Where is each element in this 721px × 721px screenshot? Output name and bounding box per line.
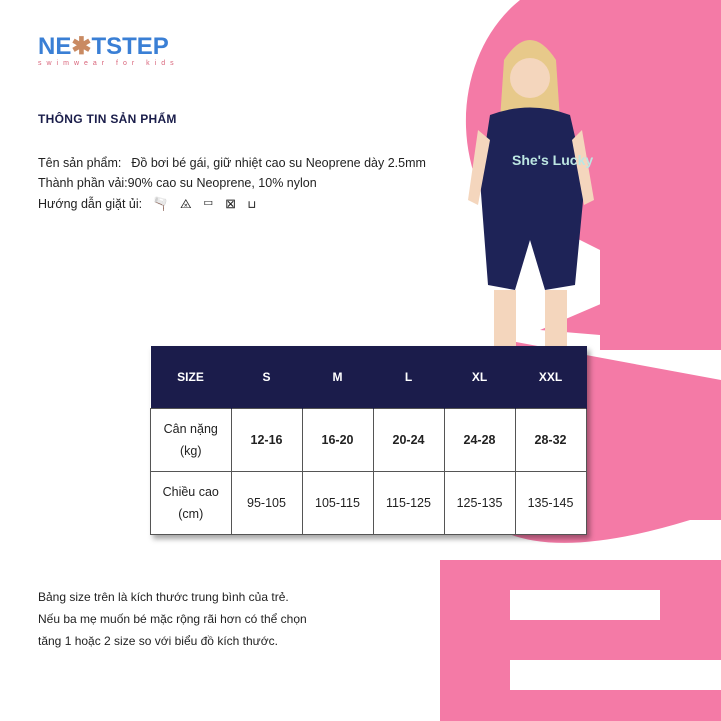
- brand-logo: NE✱TSTEP: [38, 33, 169, 60]
- header-l: L: [373, 346, 444, 409]
- care-icons: 🫗 ⨻ ▭ ⊠ ⊔: [152, 196, 260, 211]
- brand-tagline: swimwear for kids: [38, 60, 179, 67]
- cell: 95-105: [231, 472, 302, 535]
- header-m: M: [302, 346, 373, 409]
- row-label: Cân nặng (kg): [151, 409, 232, 472]
- cell: 20-24: [373, 409, 444, 472]
- cell: 12-16: [231, 409, 302, 472]
- header-xxl: XXL: [515, 346, 586, 409]
- cell: 125-135: [444, 472, 515, 535]
- size-table: [150, 346, 587, 535]
- cell: 135-145: [515, 472, 586, 535]
- note-line: Nếu ba mẹ muốn bé mặc rộng rãi hơn có thể chọn: [38, 612, 307, 626]
- cell: 24-28: [444, 409, 515, 472]
- header-size: SIZE: [151, 346, 232, 409]
- note-line: tăng 1 hoặc 2 size so với biểu đồ kích thước.: [38, 634, 278, 648]
- table-row-weight: [151, 409, 587, 472]
- cell: 16-20: [302, 409, 373, 472]
- cell: 105-115: [302, 472, 373, 535]
- note-line: Bảng size trên là kích thước trung bình của trẻ.: [38, 590, 289, 604]
- cell: 28-32: [515, 409, 586, 472]
- info-care: Hướng dẫn giặt ủi: 🫗 ⨻ ▭ ⊠ ⊔: [38, 196, 260, 211]
- info-product-name: Tên sản phẩm: Đồ bơi bé gái, giữ nhiệt cao su Neoprene dày 2.5mm: [38, 156, 426, 170]
- header-s: S: [231, 346, 302, 409]
- cell: 115-125: [373, 472, 444, 535]
- shirt-text: She's Lucky: [512, 152, 594, 168]
- section-heading: THÔNG TIN SẢN PHẨM: [38, 112, 177, 126]
- info-material: Thành phần vải:90% cao su Neoprene, 10% nylon: [38, 176, 317, 190]
- row-label: Chiều cao (cm): [151, 472, 232, 535]
- table-header: [151, 346, 587, 409]
- table-row-height: [151, 472, 587, 535]
- header-xl: XL: [444, 346, 515, 409]
